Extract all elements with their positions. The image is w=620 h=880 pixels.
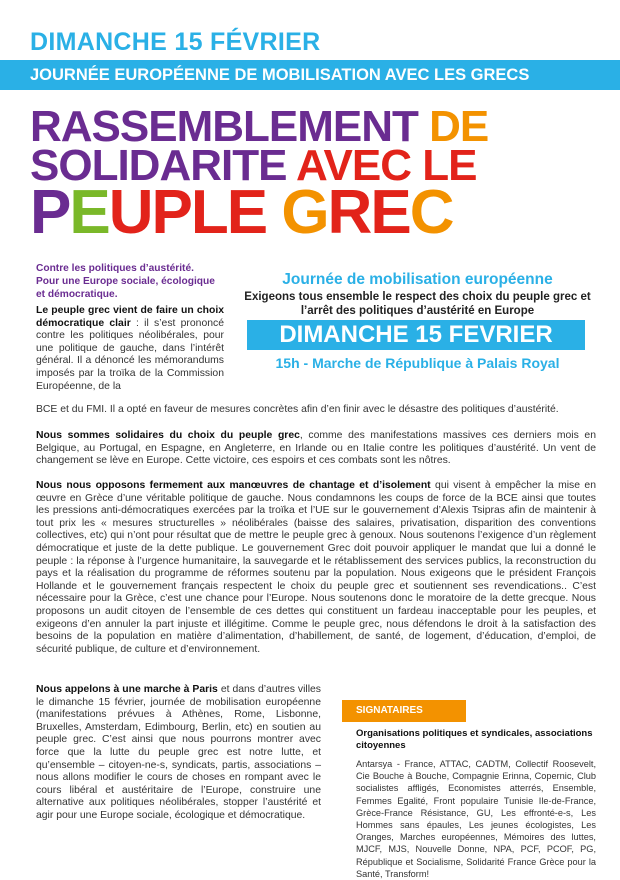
mobilisation-time: 15h - Marche de République à Palais Royal (275, 355, 560, 371)
mobilisation-title: Journée de mobilisation européenne (282, 271, 553, 288)
paragraph-3-lead: Nous nous opposons fermement aux manœuvres de chantage et d’isolement (36, 480, 431, 491)
signatories-subheading: Organisations politiques et syndicales, associations citoyennes (356, 728, 593, 751)
headline-letter: E (69, 178, 109, 247)
headline-line-3 (30, 178, 453, 247)
paragraph-2 (36, 430, 596, 468)
paragraph-4 (36, 684, 321, 823)
paragraph-3 (36, 480, 596, 656)
paragraph-4-lead: Nous appelons à une marche à Paris (36, 684, 218, 695)
headline-word: LE (422, 141, 477, 190)
header-date: DIMANCHE 15 FÉVRIER (30, 28, 321, 56)
mobilisation-subtitle: Exigeons tous ensemble le respect des choix du peuple grec et l’arrêt des politiques d’austérité en Europe (244, 291, 591, 317)
paragraph-4-text: et dans d’autres villes le dimanche 15 février, journée de mobilisation européenne (manifestations prévues à Athènes, Rome, Lisbonne, Bruxelles, Amsterdam, Edimbourg, Berlin, etc) en soutien au peuple grec. C’est ainsi que nous pourrons montrer avec force que la lutte du peuple grec est notre lutte, et qu’ensemble – citoyen-ne-s, syndicats, partis, associations – nous allons modifier le cours de choses en rompant avec le cours libéral et austéritaire de l’Europe, construire une alternative aux politiques néolibérales, stopper l’austérité et agir pour une Europe sociale, écologique et démocratique. (36, 684, 321, 821)
headline-word: RASSEMBLEMENT (30, 102, 418, 151)
headline-word: SOLIDARITE (30, 141, 287, 190)
headline-letters: UPLE (108, 178, 267, 247)
paragraph-1-continued: BCE et du FMI. Il a opté en faveur de mesures concrètes afin d’en finir avec le désastre des politiques d’austérité. (36, 404, 559, 415)
paragraph-3-text: qui visent à empêcher la mise en œuvre en Grèce d’une véritable politique de gauche. Nous condamnons les coups de force de la BCE ainsi que toutes les pressions anti-démocratiques exercées par la troïka et l’UE sur le gouvernement d’Alexis Tsipras afin de maintenir à tout prix les « mesures structurelles » néolibérales (baisse des salaires, privatisation, disparition des conventions collectives, etc) qui n’ont pour résultat que de mettre le peuple grec à genoux. Nous soutenons l’exigence d’un règlement démocratique et juste de la dette publique. Le gouvernement Grec doit pouvoir appliquer le mandat que lui a donné le peuple : la réponse à l’urgence humanitaire, la sauvegarde et le rétablissement des services publics, la reconstruction du pays et la réalisation du programme de réformes soutenu par la population. Nous exigeons que le président François Hollande et le gouvernement français respectent le choix du peuple grec et soutiennent ses revendications.. C’est nécessaire pour la Grèce, c’est une chance pour l’Europe. Nous soutenons donc le moratoire de la dette grecque. Nous proposons un audit citoyen de l’ensemble de ces dettes qui constituent un fardeau inacceptable pour les peuples, et exigeons d’en annuler la part injuste et illégitime. Comme le peuple grec, nous défendons le droit à la satisfaction des besoins de la population en matière d’alimentation, d’habillement, de santé, de logement, d’éducation, d’emploi, de sécurité publique, de culture et d’environnement. (36, 480, 596, 655)
headline-letter: P (30, 178, 70, 247)
paragraph-1 (36, 305, 224, 393)
headline-letters: RE (327, 178, 410, 247)
mobilisation-date: DIMANCHE 15 FEVRIER (247, 320, 585, 350)
paragraph-2-lead: Nous sommes solidaires du choix du peuple grec (36, 430, 300, 441)
signatories-list: Antarsya - France, ATTAC, CADTM, Collectif Roosevelt, Cie Bouche à Bouche, Compagnie Erinna, Copernic, Club socialistes affligés, Economistes atterrés, Ensemble, Femmes Egalité, Front populaire Tunisie Ile-de-France, Grèce-France Résistance, GU, Les effronté-e-s, Les Hommes sans épaules, Les jeunes écologistes, Les Oranges, Marches européennes, Mémoires des luttes, MJCF, MJS, Nouvelle Donne, NPA, PCF, PCOF, PG, République et Socialisme, Solidarité France Grèce pour la Santé, Transform! (356, 759, 596, 879)
headline-letter: C (409, 178, 453, 247)
paragraph-1-lead: Le peuple grec vient de faire un choix démocratique clair (36, 305, 224, 329)
banner-text: JOURNÉE EUROPÉENNE DE MOBILISATION AVEC LES GRECS (30, 66, 530, 84)
headline-letter: G (281, 178, 328, 247)
intro-slogan: Contre les politiques d’austérité. Pour une Europe sociale, écologique et démocratique. (36, 263, 215, 300)
paragraph-2-text: , comme des manifestations massives ces derniers mois en Belgique, au Portugal, en Espagne, en Angleterre, en Irlande ou en Italie contre les politiques d’austérité. Un vent de changement se lève en Europe. Cette victoire, ces espoirs et ces combats sont les nôtres. (36, 430, 596, 467)
header-banner (0, 60, 620, 90)
headline-word: AVEC (296, 141, 412, 190)
paragraph-1-text: : il s’est prononcé contre les politiques néolibérales, pour une politique de gauche, dans l’intérêt général. Il a dénoncé les mémorandums imposés par la troïka de la Commission Européenne, de la (36, 317, 224, 392)
headline-word: DE (429, 102, 489, 151)
signatories-heading: SIGNATAIRES (342, 700, 466, 722)
